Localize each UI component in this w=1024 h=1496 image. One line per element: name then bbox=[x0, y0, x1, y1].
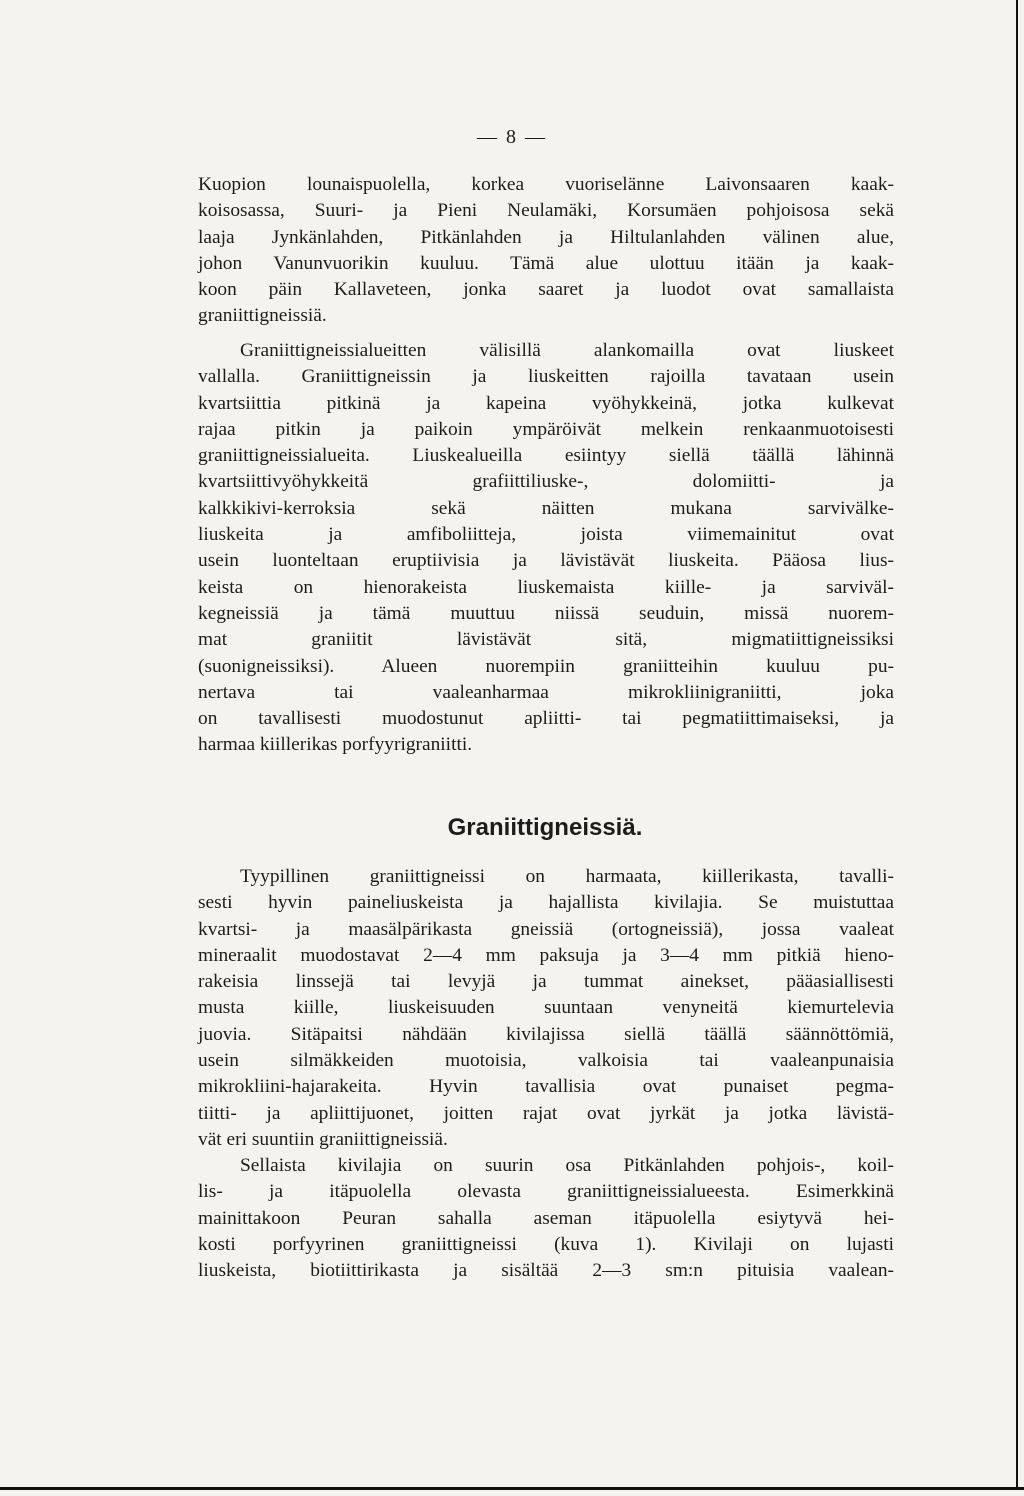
text-line: koon päin Kallaveteen, jonka saaret ja luodot ovat samallaista bbox=[198, 279, 894, 301]
text-line: mineraalit muodostavat 2—4 mm paksuja ja 3—4 mm pitkiä hieno- bbox=[198, 944, 894, 966]
text-line: usein luonteltaan eruptiivisia ja lävistävät liuskeita. Pääosa lius- bbox=[198, 550, 894, 572]
text-line: koisosassa, Suuri- ja Pieni Neulamäki, Korsumäen pohjoisosa sekä bbox=[198, 200, 894, 222]
text-line: nertava tai vaaleanharmaa mikrokliinigraniitti, joka bbox=[198, 681, 894, 703]
text-line: mainittakoon Peuran sahalla aseman itäpuolella esiytyvä hei- bbox=[198, 1207, 894, 1229]
page-edge-right bbox=[1016, 0, 1018, 1488]
text-line: kvartsiittivyöhykkeitä grafiittiliuske-, dolomiitti- ja bbox=[198, 471, 894, 493]
text-line: (suonigneissiksi). Alueen nuorempiin graniitteihin kuuluu pu- bbox=[198, 655, 894, 677]
text-line: Tyypillinen graniittigneissi on harmaata, kiillerikasta, tavalli- bbox=[240, 866, 894, 887]
text-line: Graniittigneissialueitten välisillä alankomailla ovat liuskeet bbox=[240, 340, 894, 361]
text-line: mikrokliini-hajarakeita. Hyvin tavallisia ovat punaiset pegma- bbox=[198, 1076, 894, 1098]
text-line: vallalla. Graniittigneissin ja liuskeitten rajoilla tavataan usein bbox=[198, 366, 894, 388]
text-line: kvartsi- ja maasälpärikasta gneissiä (ortogneissiä), jossa vaaleat bbox=[198, 918, 894, 940]
text-line: vät eri suuntiin graniittigneissiä. bbox=[198, 1128, 448, 1150]
text-line: usein silmäkkeiden muotoisia, valkoisia tai vaaleanpunaisia bbox=[198, 1050, 894, 1072]
text-line: liuskeista, biotiittirikasta ja sisältää 2—3 sm:n pituisia vaalean- bbox=[198, 1260, 894, 1282]
text-line: rajaa pitkin ja paikoin ympäröivät melkein renkaanmuotoisesti bbox=[198, 418, 894, 440]
text-line: kosti porfyyrinen graniittigneissi (kuva 1). Kivilaji on lujasti bbox=[198, 1233, 894, 1255]
text-line: musta kiille, liuskeisuuden suuntaan venyneitä kiemurtelevia bbox=[198, 997, 894, 1019]
text-line: johon Vanunvuorikin kuuluu. Tämä alue ulottuu itään ja kaak- bbox=[198, 252, 894, 274]
page-number: — 8 — bbox=[477, 126, 547, 148]
text-line: graniittigneissiä. bbox=[198, 305, 327, 327]
text-line: harmaa kiillerikas porfyyrigraniitti. bbox=[198, 734, 473, 756]
text-line: keista on hienorakeista liuskemaista kiille- ja sarviväl- bbox=[198, 576, 894, 598]
text-line: liuskeita ja amfiboliitteja, joista viimemainitut ovat bbox=[198, 524, 894, 546]
text-line: tiitti- ja apliittijuonet, joitten rajat ovat jyrkät ja jotka lävistä- bbox=[198, 1102, 894, 1124]
page-edge-bottom bbox=[0, 1487, 1024, 1490]
text-line: Kuopion lounaispuolella, korkea vuoriselänne Laivonsaaren kaak- bbox=[198, 174, 894, 195]
text-line: lis- ja itäpuolella olevasta graniittigneissialueesta. Esimerkkinä bbox=[198, 1181, 894, 1203]
text-line: graniittigneissialueita. Liuskealueilla esiintyy siellä täällä lähinnä bbox=[198, 445, 894, 467]
text-line: on tavallisesti muodostunut apliitti- tai pegmatiittimaiseksi, ja bbox=[198, 708, 894, 730]
text-line: mat graniitit lävistävät sitä, migmatiittigneissiksi bbox=[198, 629, 894, 651]
text-line: rakeisia linssejä tai levyjä ja tummat ainekset, pääasiallisesti bbox=[198, 971, 894, 993]
paragraph-4 bbox=[198, 1153, 894, 1284]
paragraph-2 bbox=[198, 338, 894, 759]
section-heading: Graniittigneissiä. bbox=[447, 814, 643, 841]
text-line: juovia. Sitäpaitsi nähdään kivilajissa siellä täällä säännöttömiä, bbox=[198, 1023, 894, 1045]
paragraph-3 bbox=[198, 864, 894, 1153]
paragraph-1 bbox=[198, 172, 894, 330]
text-line: kegneissiä ja tämä muuttuu niissä seuduin, missä nuorem- bbox=[198, 602, 894, 624]
text-line: kvartsiittia pitkinä ja kapeina vyöhykkeinä, jotka kulkevat bbox=[198, 392, 894, 414]
text-line: sesti hyvin paineliuskeista ja hajallista kivilajia. Se muistuttaa bbox=[198, 892, 894, 914]
text-line: kalkkikivi-kerroksia sekä näitten mukana sarvivälke- bbox=[198, 497, 894, 519]
text-line: laaja Jynkänlahden, Pitkänlahden ja Hiltulanlahden välinen alue, bbox=[198, 226, 894, 248]
text-line: Sellaista kivilajia on suurin osa Pitkänlahden pohjois-, koil- bbox=[240, 1155, 894, 1176]
